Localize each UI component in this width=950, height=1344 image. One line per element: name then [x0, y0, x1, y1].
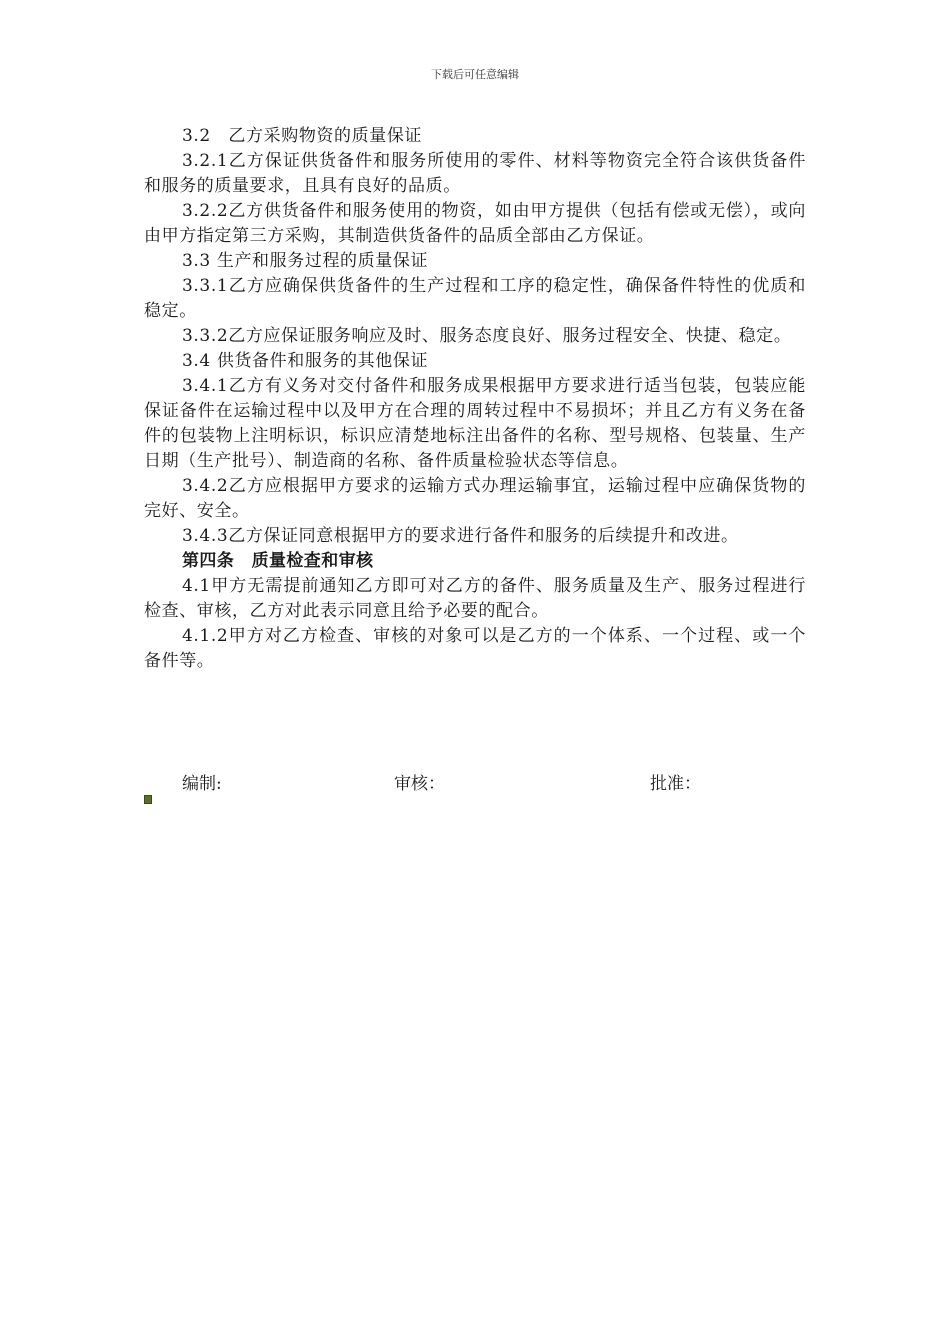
section-3-2-heading: 3.2 乙方采购物资的质量保证 — [182, 126, 423, 146]
clause-4-1: 4.1甲方无需提前通知乙方即可对乙方的备件、服务质量及生产、服务过程进行检查、审核，乙方对此表示同意且给予必要的配合。 — [144, 576, 806, 621]
article-4-heading: 第四条 质量检查和审核 — [182, 551, 374, 571]
clause-3-4-2: 3.4.2乙方应根据甲方要求的运输方式办理运输事宜，运输过程中应确保货物的完好、安全。 — [144, 476, 806, 521]
section-3-4-heading: 3.4 供货备件和服务的其他保证 — [182, 351, 429, 371]
document-body — [144, 124, 806, 674]
small-marker-icon — [144, 795, 152, 804]
clause-3-3-2: 3.3.2乙方应保证服务响应及时、服务态度良好、服务过程安全、快捷、稳定。 — [182, 326, 792, 346]
clause-3-3-1: 3.3.1乙方应确保供货备件的生产过程和工序的稳定性，确保备件特性的优质和稳定。 — [144, 276, 806, 321]
clause-3-2-1: 3.2.1乙方保证供货备件和服务所使用的零件、材料等物资完全符合该供货备件和服务的质量要求，且具有良好的品质。 — [144, 151, 806, 196]
clause-3-2-2: 3.2.2乙方供货备件和服务使用的物资，如由甲方提供（包括有偿或无偿），或向由甲方指定第三方采购，其制造供货备件的品质全部由乙方保证。 — [144, 201, 806, 246]
clause-3-4-1: 3.4.1乙方有义务对交付备件和服务成果根据甲方要求进行适当包装，包装应能保证备件在运输过程中以及甲方在合理的周转过程中不易损坏；并且乙方有义务在备件的包装物上注明标识，标识应清楚地标注出备件的名称、型号规格、包装量、生产日期（生产批号）、制造商的名称、备件质量检验状态等信息。 — [144, 376, 806, 471]
approved-by-label: 批准： — [650, 774, 701, 794]
section-3-3-heading: 3.3 生产和服务过程的质量保证 — [182, 251, 429, 271]
clause-3-4-3: 3.4.3乙方保证同意根据甲方的要求进行备件和服务的后续提升和改进。 — [182, 526, 739, 546]
page-header: 下载后可任意编辑 — [431, 68, 519, 81]
signature-row — [144, 772, 806, 798]
reviewed-by-label: 审核： — [394, 774, 445, 794]
clause-4-1-2: 4.1.2甲方对乙方检查、审核的对象可以是乙方的一个体系、一个过程、或一个备件等。 — [144, 626, 806, 671]
compiled-by-label: 编制: — [182, 774, 222, 794]
